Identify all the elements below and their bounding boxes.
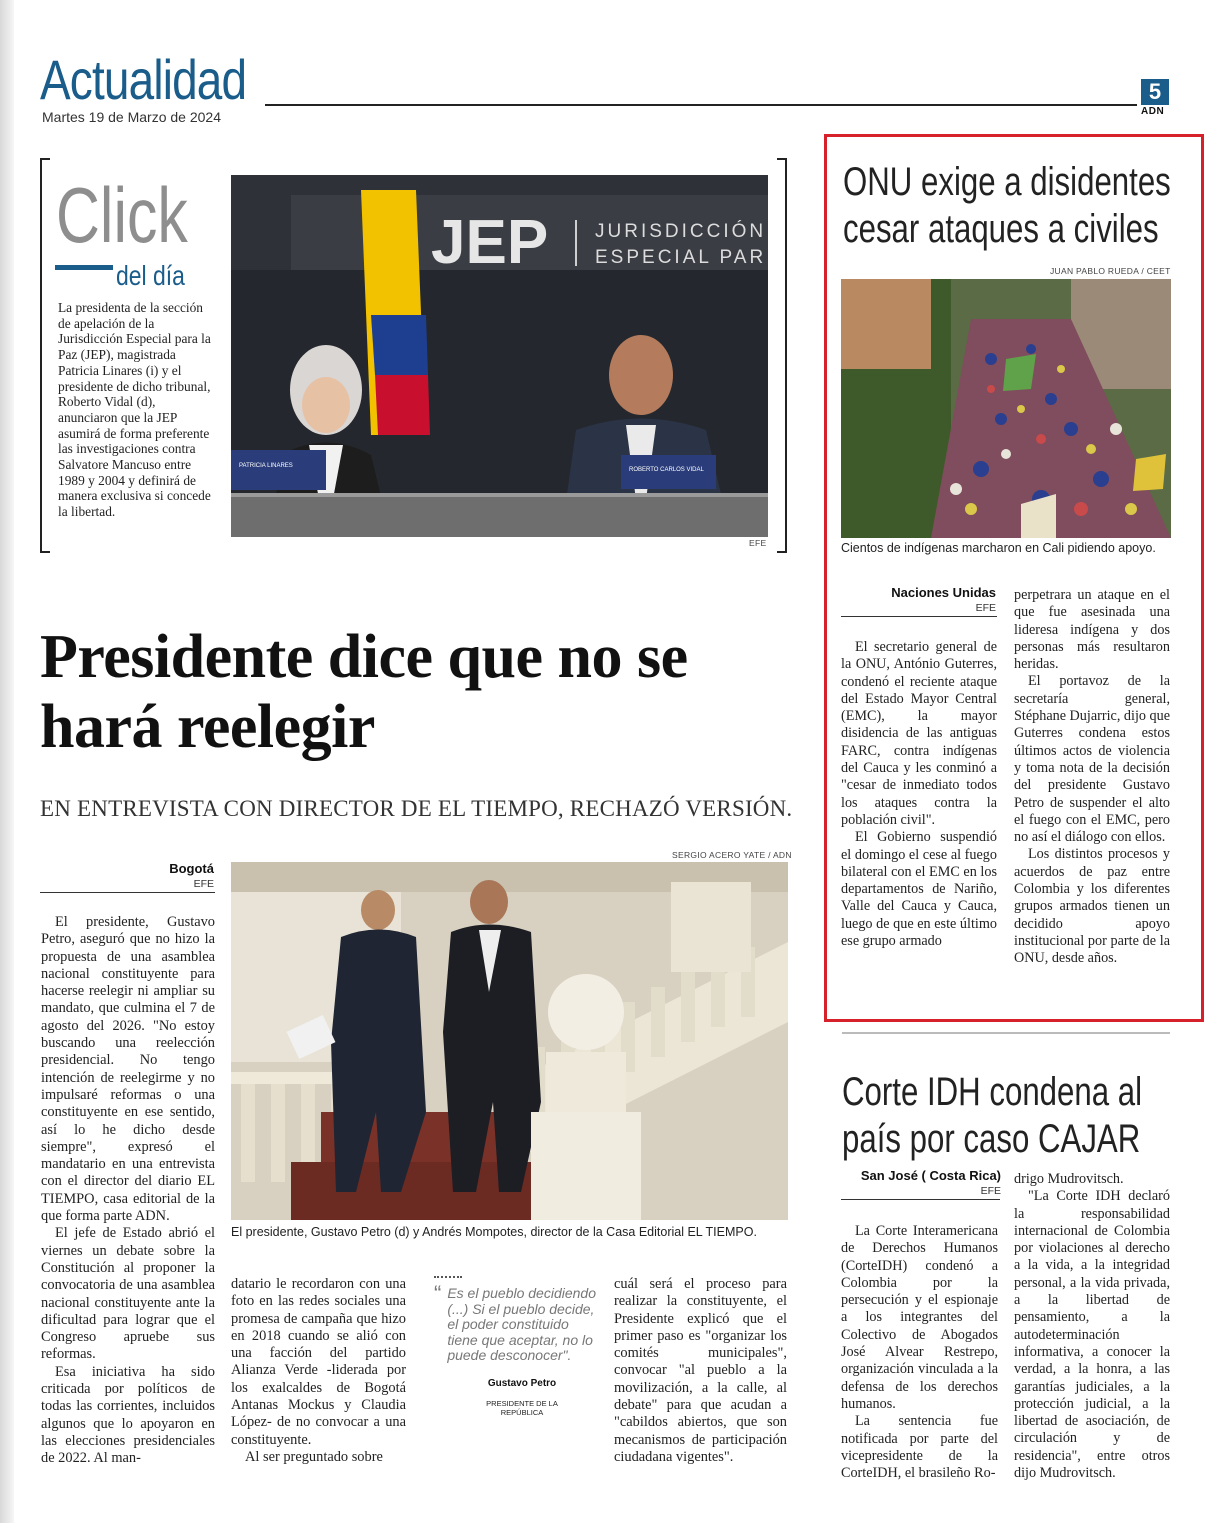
onu-col2 xyxy=(1014,587,1170,968)
main-subhead: EN ENTREVISTA CON DIRECTOR DE EL TIEMPO, RECHAZÓ VERSIÓN. xyxy=(40,796,793,821)
petro-photo-illustration xyxy=(231,862,788,1220)
corte-byline-agency: EFE xyxy=(980,1185,1001,1197)
corte-byline-city: San José ( Costa Rica) xyxy=(860,1168,1001,1183)
onu-headline-line2: cesar ataques a civiles xyxy=(843,207,1159,251)
issue-date: Martes 19 de Marzo de 2024 xyxy=(42,109,221,125)
click-frame-corner xyxy=(777,551,787,553)
brand-logo: ADN xyxy=(1141,106,1165,117)
onu-col2-para: Los distintos procesos y acuerdos de paz entre Colombia y los diferentes grupos armados tienen un decidido apoyo institucional por parte de la ONU, desde años. xyxy=(1014,846,1170,967)
onu-col1 xyxy=(841,639,997,950)
main-byline-city: Bogotá xyxy=(169,861,214,876)
corte-top-rule xyxy=(842,1032,1170,1034)
main-col2 xyxy=(231,1276,406,1466)
corte-col1-para: La sentencia fue notificada por parte del vicepresidente de la CorteIDH, el brasileño Ro- xyxy=(841,1413,998,1482)
quote-text: Es el pueblo decidiendo (...) Si el pueblo decide, el poder constituido tiene que aceptar, no lo puede desconocer". xyxy=(447,1285,596,1363)
petro-photo-caption: El presidente, Gustavo Petro (d) y Andrés Mompotes, director de la Casa Editorial EL TIEMPO. xyxy=(231,1225,757,1239)
quote-rule xyxy=(434,1276,462,1278)
nameplate-right: ROBERTO CARLOS VIDAL xyxy=(629,467,704,473)
main-col2-para: Al ser preguntado sobre xyxy=(245,1448,383,1465)
jep-photo-credit: EFE xyxy=(749,538,767,548)
quote-role: PRESIDENTE DE LA REPÚBLICA xyxy=(486,1398,558,1417)
corte-col1 xyxy=(841,1223,998,1482)
main-byline-rule xyxy=(40,892,215,893)
onu-col2-para: El portavoz de la secretaría general, Stéphane Dujarric, dijo que Guterres condena estos últimos actos de violencia y toma nota de la decisión del presidente Gustavo Petro de suspender el alto el fuego con el EMC, pero no así el diálogo con ellos. xyxy=(1014,673,1171,846)
jep-sign-line2: ESPECIAL PAR xyxy=(595,247,767,268)
onu-photo-credit: JUAN PABLO RUEDA / CEET xyxy=(1050,266,1171,276)
jep-photo-illustration xyxy=(231,175,768,537)
jep-logo: JEP xyxy=(431,208,549,277)
main-col2-para: datario le recordaron con una foto en las redes sociales una promesa de campaña que hizo en 2018 cuando se alió con una facción del partido Alianza Verde -liderada por los exalcaldes de Bogotá Antanas Mockus y Claudia López- de no convocar a una constituyente. xyxy=(231,1276,406,1448)
onu-photo xyxy=(841,279,1171,538)
click-frame-right xyxy=(785,158,787,553)
page-number: 5 xyxy=(1141,79,1169,105)
march-photo-illustration xyxy=(841,279,1171,538)
onu-headline xyxy=(843,159,1171,253)
click-title: Click xyxy=(56,171,188,259)
onu-col1-para: El Gobierno suspendió el domingo el cese al fuego bilateral con el EMC en los departamentos de Nariño, Valle del Cauca y Cauca, luego de que en este último ese grupo armado xyxy=(841,829,997,950)
corte-col1-para: La Corte Interamericana de Derechos Humanos (CorteIDH) condenó a Colombia por la persecución y el espionaje a los integrantes del Colectivo de Abogados José Alvear Restrepo, organización vinculada a la defensa de los derechos humanos. xyxy=(841,1223,998,1412)
main-col1-para: Esa iniciativa ha sido criticada por políticos de todas las corrientes, incluidos algunos que lo apoyaron en las elecciones presidenciales de 2022. Al man- xyxy=(41,1363,215,1467)
main-byline-agency: EFE xyxy=(193,878,214,890)
main-col1-para: El presidente, Gustavo Petro, aseguró que no hizo la propuesta de una asamblea nacional constituyente para hacerse reelegir ni ampliar su mandato, que culmina el 7 de agosto del 2026. "No estoy buscando una reelección presidencial. No tengo intención de reelegirme y no impulsaré reformas o una constituyente en ese sentido, así lo he dicho desde siempre", expresó el mandatario en una entrevista con el director del diario EL TIEMPO, casa editorial de la que forma parte ADN. xyxy=(41,914,215,1225)
corte-headline xyxy=(842,1069,1143,1163)
header-rule xyxy=(265,104,1137,106)
corte-col2-para: drigo Mudrovitsch. xyxy=(1014,1171,1124,1187)
onu-byline-city: Naciones Unidas xyxy=(891,585,996,600)
section-title: Actualidad xyxy=(40,48,247,111)
nameplate-left: PATRICIA LINARES xyxy=(239,463,293,469)
main-col1 xyxy=(41,914,215,1468)
click-frame-corner xyxy=(777,158,787,160)
quote-author: Gustavo Petro xyxy=(487,1377,557,1389)
jep-photo xyxy=(231,175,768,537)
click-frame-corner xyxy=(40,158,50,160)
corte-headline-line2: país por caso CAJAR xyxy=(842,1117,1141,1161)
page-fold-shadow xyxy=(0,0,14,1523)
click-accent-bar xyxy=(55,265,113,270)
click-frame-corner xyxy=(40,551,50,553)
onu-col1-para: El secretario general de la ONU, António Guterres, condenó el reciente ataque del Estado Mayor Central (EMC), la mayor disidencia de las antiguas FARC, contra indígenas del Cauca y les conminó a "cesar de inmediato todos los ataques contra la población civil". xyxy=(841,639,997,828)
petro-photo-credit: SERGIO ACERO YATE / ADN xyxy=(672,850,792,860)
onu-photo-caption: Cientos de indígenas marcharon en Cali pidiendo apoyo. xyxy=(841,541,1156,555)
onu-col2-para: perpetrara un ataque en el que fue asesinada una lideresa indígena y dos personas más resultaron heridas. xyxy=(1014,587,1170,673)
onu-byline-rule xyxy=(841,616,997,617)
click-subtitle: del día xyxy=(116,260,185,291)
main-col1-para: El jefe de Estado abrió el viernes un debate sobre la Constitución al proponer la convocatoria de una asamblea nacional constituyente ante la dificultad para lograr que el Congreso apruebe sus reformas. xyxy=(41,1225,215,1363)
corte-headline-line1: Corte IDH condena al xyxy=(842,1070,1143,1114)
corte-byline-rule xyxy=(841,1199,1000,1200)
main-headline: Presidente dice que no se hará reelegir xyxy=(40,623,688,761)
main-col3 xyxy=(614,1276,787,1466)
click-text: La presidenta de la sección de apelación de la Jurisdicción Especial para la Paz (JEP), magistrada Patricia Linares (i) y el presidente de dicho tribunal, Roberto Vidal (d), anunciaron que la JEP asumirá de forma preferente las investigaciones contra Salvatore Mancuso entre 1989 y 2004 y definirá de manera exclusiva si concede la libertad. xyxy=(58,300,211,520)
onu-byline-agency: EFE xyxy=(975,602,996,614)
corte-col2-para: "La Corte IDH declaró la responsabilidad internacional de Colombia por violaciones al derecho a la vida, a la integridad personal, a la vida privada, a la libertad de pensamiento, a la autodeterminación informativa, a conocer la verdad, a la honra, a las garantías judiciales, a la protección judicial, a la libertad de asociación, de circulación y de residencia", entre otros dijo Mudrovitsch. xyxy=(1014,1188,1170,1482)
quote-mark-icon: “ xyxy=(434,1281,442,1306)
onu-headline-line1: ONU exige a disidentes xyxy=(843,160,1171,204)
petro-photo xyxy=(231,862,788,1220)
pull-quote xyxy=(434,1276,600,1417)
click-frame-left xyxy=(40,158,42,553)
corte-col2 xyxy=(1014,1171,1170,1482)
main-col3-para: cuál será el proceso para realizar la constituyente, el Presidente explicó que el primer paso es "organizar los comités municipales", convocar "al pueblo a la movilización, a la calle, al debate" para que acudan a "cabildos abiertos, que son mecanismos de participación ciudadana vigentes". xyxy=(614,1276,787,1465)
jep-sign-line1: JURISDICCIÓN xyxy=(595,221,767,242)
